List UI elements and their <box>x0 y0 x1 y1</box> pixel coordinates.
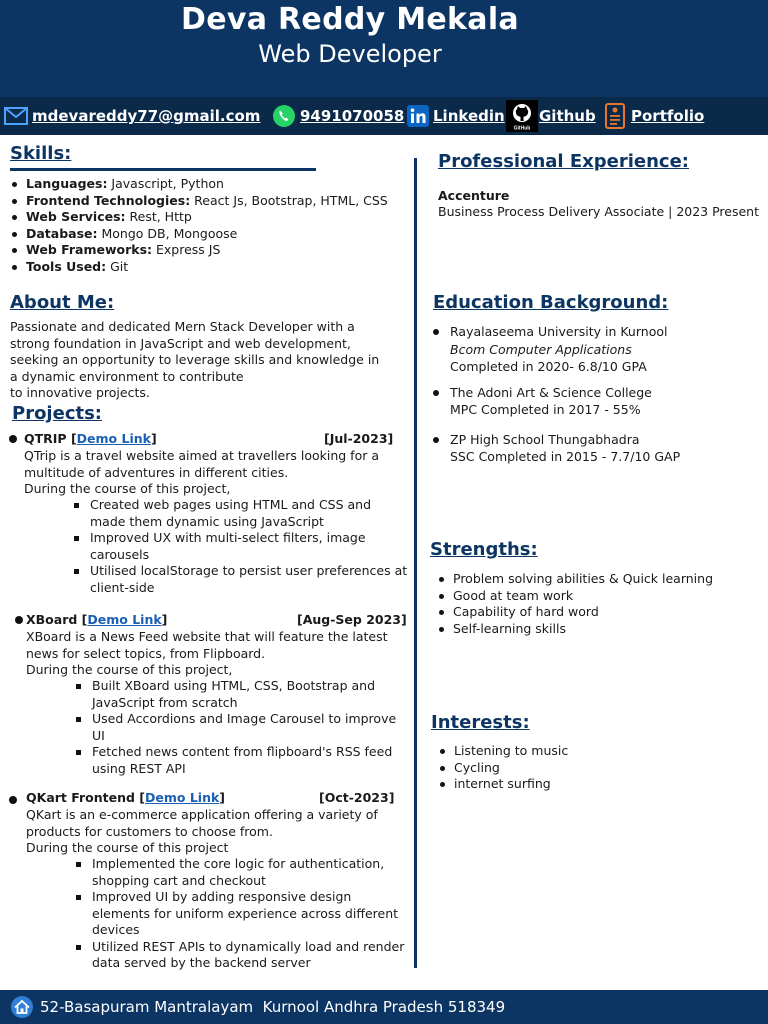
portfolio-document-icon <box>605 103 625 129</box>
home-icon <box>10 995 34 1019</box>
project-bullet: Utilized REST APIs to dynamically load and render data served by the backend server <box>76 939 410 972</box>
project-description: QKart is an e-commerce application offering a variety of products for customers to choose from. During the course of this project <box>26 807 378 855</box>
github-link[interactable] <box>506 97 596 135</box>
project-bullets <box>76 856 410 972</box>
email-text: mdevareddy77@gmail.com <box>32 107 261 125</box>
linkedin-icon <box>407 105 429 127</box>
project-title-xboard: XBoard [Demo Link] <box>12 612 167 627</box>
contact-bar <box>0 97 768 135</box>
demo-link[interactable]: Demo Link <box>87 612 162 627</box>
project-date: [Aug-Sep 2023] <box>297 612 407 627</box>
education-item: The Adoni Art & Science College MPC Completed in 2017 - 55% <box>450 384 652 418</box>
project-date: [Jul-2023] <box>324 431 394 446</box>
github-icon-label: GitHub <box>513 125 531 132</box>
project-title-qkart: QKart Frontend [Demo Link] <box>10 790 225 805</box>
portfolio-link[interactable] <box>605 97 704 135</box>
bullet-dot <box>433 390 439 396</box>
address-footer <box>0 990 768 1024</box>
bullet-dot <box>433 329 439 335</box>
interest-item: Cycling <box>438 760 568 777</box>
github-icon <box>506 100 538 132</box>
experience-heading: Professional Experience: <box>438 151 689 172</box>
skill-item: Tools Used: Git <box>10 259 388 276</box>
phone-link[interactable] <box>272 97 404 135</box>
project-bullets <box>74 497 409 596</box>
skills-list <box>10 176 388 275</box>
about-heading: About Me: <box>10 292 115 313</box>
experience-company: Accenture <box>438 188 510 203</box>
strengths-list <box>437 571 713 637</box>
skills-heading: Skills: <box>10 143 72 164</box>
linkedin-link[interactable] <box>407 97 505 135</box>
about-text: Passionate and dedicated Mern Stack Developer with a strong foundation in JavaScript and web development, seeking an opportunity to leverage skills and knowledge in a dynamic environment to contribute to innovative projects. <box>10 319 380 400</box>
portfolio-text: Portfolio <box>631 107 705 125</box>
phone-text: 9491070058 <box>300 107 405 125</box>
experience-role: Business Process Delivery Associate | 2023 Present <box>438 204 760 219</box>
candidate-role: Web Developer <box>258 40 442 68</box>
github-text: Github <box>539 107 596 125</box>
bullet-dot <box>15 616 23 624</box>
address-text: 52-Basapuram Mantralayam Kurnool Andhra Pradesh 518349 <box>40 998 506 1016</box>
education-item: ZP High School Thungabhadra SSC Completed in 2015 - 7.7/10 GAP <box>450 431 680 465</box>
project-bullet: Utilised localStorage to persist user preferences at client-side <box>74 563 409 596</box>
column-divider <box>414 158 417 968</box>
interests-list <box>438 743 568 793</box>
project-bullets <box>76 678 406 777</box>
email-link[interactable] <box>4 97 260 135</box>
projects-heading: Projects: <box>12 403 102 424</box>
interest-item: Listening to music <box>438 743 568 760</box>
skill-item: Frontend Technologies: React Js, Bootstrap, HTML, CSS <box>10 193 388 210</box>
strength-item: Problem solving abilities & Quick learning <box>437 571 713 588</box>
project-bullet: Implemented the core logic for authentication, shopping cart and checkout <box>76 856 410 889</box>
project-bullet: Improved UX with multi-select filters, image carousels <box>74 530 409 563</box>
whatsapp-phone-icon <box>272 104 296 128</box>
project-date: [Oct-2023] <box>319 790 395 805</box>
demo-link[interactable]: Demo Link <box>145 790 220 805</box>
skill-item: Database: Mongo DB, Mongoose <box>10 226 388 243</box>
bullet-dot <box>9 796 17 804</box>
project-bullet: Created web pages using HTML and CSS and made them dynamic using JavaScript <box>74 497 409 530</box>
project-bullet: Used Accordions and Image Carousel to improve UI <box>76 711 406 744</box>
project-title-qtrip: QTRIP [Demo Link] <box>10 431 157 446</box>
bullet-dot <box>433 437 439 443</box>
project-bullet: Improved UI by adding responsive design elements for uniform experience across different devices <box>76 889 410 939</box>
mail-icon <box>4 107 28 125</box>
skill-item: Web Frameworks: Express JS <box>10 242 388 259</box>
project-bullet: Built XBoard using HTML, CSS, Bootstrap and JavaScript from scratch <box>76 678 406 711</box>
strengths-heading: Strengths: <box>430 539 538 560</box>
skill-item: Languages: Javascript, Python <box>10 176 388 193</box>
strength-item: Self-learning skills <box>437 621 713 638</box>
bullet-dot <box>9 435 17 443</box>
education-heading: Education Background: <box>433 292 669 313</box>
skills-underline <box>10 168 316 171</box>
strength-item: Capability of hard word <box>437 604 713 621</box>
demo-link[interactable]: Demo Link <box>76 431 151 446</box>
candidate-name: Deva Reddy Mekala <box>181 2 519 37</box>
interest-item: internet surfing <box>438 776 568 793</box>
interests-heading: Interests: <box>431 712 530 733</box>
skill-item: Web Services: Rest, Http <box>10 209 388 226</box>
project-bullet: Fetched news content from flipboard's RSS feed using REST API <box>76 744 406 777</box>
linkedin-text: Linkedin <box>433 107 505 125</box>
project-description: XBoard is a News Feed website that will feature the latest news for select topics, from Flipboard. During the course of this project, <box>26 629 388 677</box>
education-item: Rayalaseema University in Kurnool Bcom Computer Applications Completed in 2020- 6.8/10 GPA <box>450 323 667 375</box>
resume-header <box>0 0 768 97</box>
project-description: QTrip is a travel website aimed at travellers looking for a multitude of adventures in different cities. During the course of this project, <box>24 448 380 496</box>
strength-item: Good at team work <box>437 588 713 605</box>
